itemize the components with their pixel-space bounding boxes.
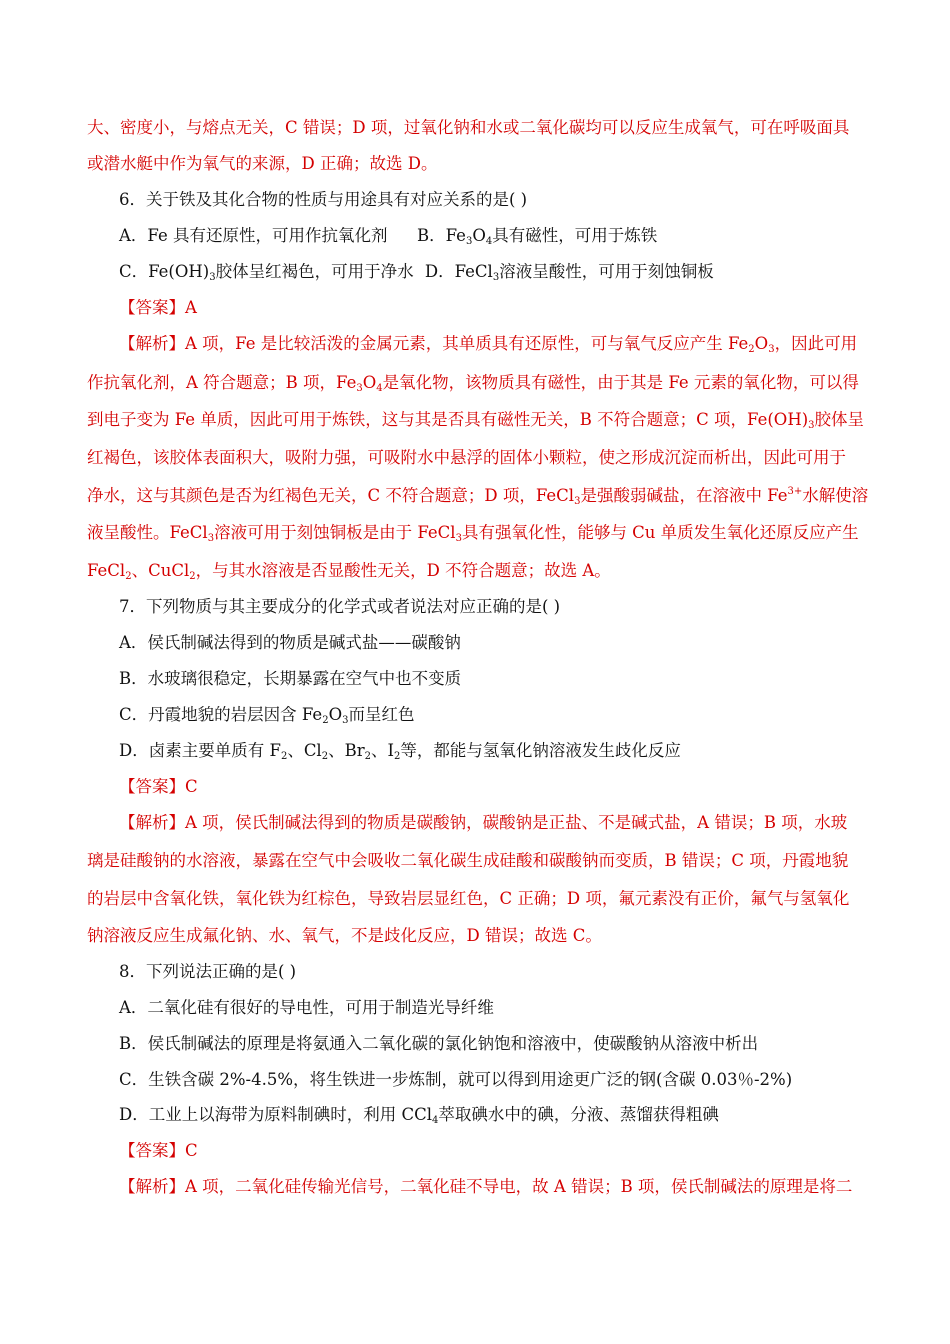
- question-6-answer: 【答案】A: [119, 298, 197, 317]
- question-8-option-d: D．工业上以海带为原料制碘时，利用 CCl$_4$萃取碘水中的碘，分液、蒸馏获得粗碘: [119, 1105, 719, 1126]
- question-6-explanation-line-2: 作抗氧化剂，A 符合题意；B 项，$Fe_3O_4$是氧化物，该物质具有磁性，由于其是 Fe 元素的氧化物，可以得: [87, 373, 859, 394]
- question-7-option-d: D．卤素主要单质有 $F_2$、$Cl_2$、$Br_2$、$I_2$等，都能与氢氧化钠溶液发生歧化反应: [119, 741, 681, 762]
- question-6-explanation-line-7: FeCl$_2$、CuCl$_2$，与其水溶液是否显酸性无关，D 不符合题意；故选 A。: [87, 561, 611, 582]
- question-6-explanation-line-5: 净水，这与其颜色是否为红褐色无关，C 不符合题意；D 项，FeCl$_3$是强酸弱碱盐，在溶液中 $Fe^{3+}$水解使溶: [87, 486, 869, 507]
- question-6-explanation-line-4: 红褐色，该胶体表面积大，吸附力强，可吸附水中悬浮的固体小颗粒，使之形成沉淀而析出，因此可用于: [87, 448, 846, 467]
- prev-explanation-line-2: 或潜水艇中作为氧气的来源，D 正确；故选 D。: [87, 154, 438, 173]
- option-a: A．Fe 具有还原性，可用作抗氧化剂: [119, 226, 388, 245]
- option-b: B．$Fe_3O_4$具有磁性，可用于炼铁: [417, 226, 658, 247]
- question-8-explanation-line-1: 【解析】A 项，二氧化硅传输光信号，二氧化硅不导电，故 A 错误；B 项，侯氏制碱法的原理是将二: [119, 1177, 853, 1196]
- prev-explanation-line-1: 大、密度小，与熔点无关，C 错误；D 项，过氧化钠和水或二氧化碳均可以反应生成氧气，可在呼吸面具: [87, 118, 850, 137]
- question-8-option-c: C．生铁含碳 2%-4.5%，将生铁进一步炼制，就可以得到用途更广泛的钢(含碳 0.03％-2%): [119, 1070, 793, 1089]
- question-6-explanation-line-6: 液呈酸性。FeCl$_3$溶液可用于刻蚀铜板是由于 FeCl$_3$具有强氧化性，能够与 Cu 单质发生氧化还原反应产生: [87, 523, 859, 544]
- question-6-options-ab: [119, 224, 658, 248]
- question-7-stem: 7．下列物质与其主要成分的化学式或者说法对应正确的是( ): [119, 597, 561, 616]
- question-7-answer: 【答案】C: [119, 777, 198, 796]
- question-7-explanation-line-1: 【解析】A 项，侯氏制碱法得到的物质是碳酸钠，碳酸钠是正盐、不是碱式盐，A 错误；B 项，水玻: [119, 813, 848, 832]
- question-8-option-a: A．二氧化硅有很好的导电性，可用于制造光导纤维: [119, 998, 494, 1017]
- question-7-explanation-line-3: 的岩层中含氧化铁，氧化铁为红棕色，导致岩层显红色，C 正确；D 项，氟元素没有正价，氟气与氢氧化: [87, 889, 850, 908]
- question-6-options-cd: [119, 260, 714, 284]
- question-7-option-c: C．丹霞地貌的岩层因含 $Fe_2O_3$而呈红色: [119, 705, 415, 726]
- question-8-stem: 8．下列说法正确的是( ): [119, 962, 297, 981]
- question-6-explanation-line-3: 到电子变为 Fe 单质，因此可用于炼铁，这与其是否具有磁性无关，B 不符合题意；C 项，$Fe(OH)_3$胶体呈: [87, 410, 865, 431]
- option-d: D．FeCl$_3$溶液呈酸性，可用于刻蚀铜板: [424, 262, 714, 283]
- question-8-answer: 【答案】C: [119, 1141, 198, 1160]
- question-6-stem: 6．关于铁及其化合物的性质与用途具有对应关系的是( ): [119, 190, 528, 209]
- question-6-explanation-line-1: 【解析】A 项，Fe 是比较活泼的金属元素，其单质具有还原性，可与氧气反应产生 $Fe_2O_3$，因此可用: [119, 334, 858, 355]
- question-7-option-b: B．水玻璃很稳定，长期暴露在空气中也不变质: [119, 669, 462, 688]
- question-7-explanation-line-2: 璃是硅酸钠的水溶液，暴露在空气中会吸收二氧化碳生成硅酸和碳酸钠而变质，B 错误；C 项，丹霞地貌: [87, 851, 849, 870]
- option-c: C．$Fe(OH)_3$胶体呈红褐色，可用于净水: [119, 262, 414, 283]
- question-7-explanation-line-4: 钠溶液反应生成氟化钠、水、氧气，不是歧化反应，D 错误；故选 C。: [87, 926, 602, 945]
- question-8-option-b: B．侯氏制碱法的原理是将氨通入二氧化碳的氯化钠饱和溶液中，使碳酸钠从溶液中析出: [119, 1034, 759, 1053]
- question-7-option-a: A．侯氏制碱法得到的物质是碱式盐——碳酸钠: [119, 633, 461, 652]
